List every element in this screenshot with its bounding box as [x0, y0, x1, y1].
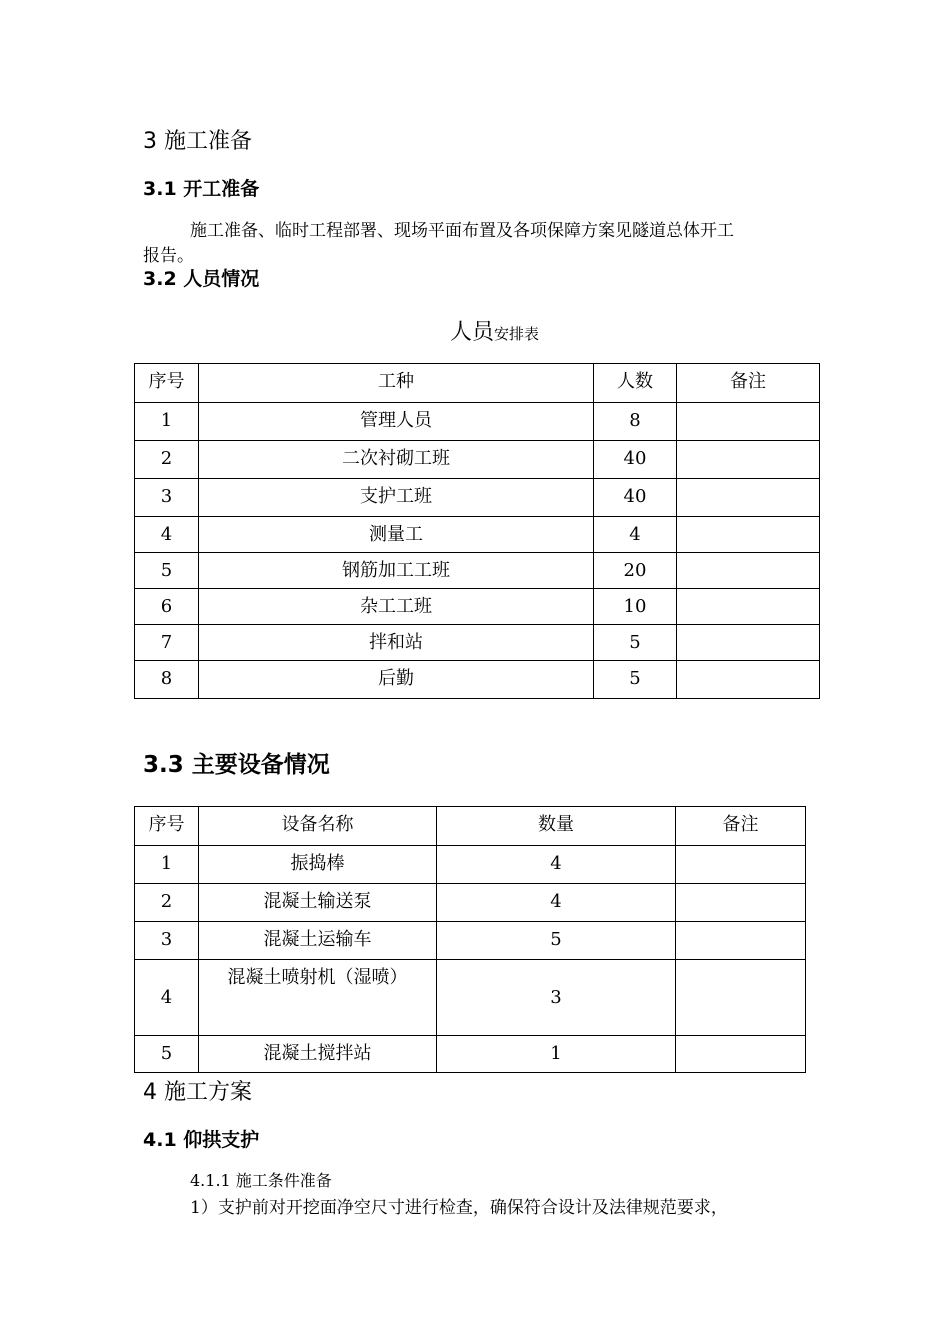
section-3-1-paragraph-line2: 报告。: [143, 246, 194, 266]
table-row: [135, 960, 806, 1036]
section-3-3-title: 3.3 主要设备情况: [143, 752, 330, 778]
cell-count: 5: [594, 661, 677, 699]
cell-remark: [677, 553, 820, 589]
table-row: [135, 661, 820, 699]
cell-index: 3: [135, 922, 199, 960]
section-4-title: 4 施工方案: [143, 1080, 252, 1105]
cell-remark: [676, 922, 806, 960]
section-4-1-title: 4.1 仰拱支护: [143, 1129, 260, 1151]
cell-job-type: 杂工工班: [199, 589, 594, 625]
cell-remark: [676, 960, 806, 1036]
cell-index: 2: [135, 884, 199, 922]
cell-index: 2: [135, 441, 199, 479]
cell-remark: [677, 403, 820, 441]
table-row: [135, 922, 806, 960]
header-cell: 工种: [199, 364, 594, 403]
cell-job-type: 二次衬砌工班: [199, 441, 594, 479]
table-row: [135, 517, 820, 553]
cell-remark: [677, 479, 820, 517]
section-3-1-title: 3.1 开工准备: [143, 178, 260, 200]
cell-equipment-name: 振捣棒: [199, 846, 437, 884]
table-row: [135, 403, 820, 441]
cell-equipment-name: 混凝土喷射机（湿喷）: [199, 960, 437, 1036]
table-row: [135, 625, 820, 661]
cell-job-type: 管理人员: [199, 403, 594, 441]
table-row: [135, 479, 820, 517]
cell-count: 10: [594, 589, 677, 625]
cell-remark: [676, 884, 806, 922]
header-cell: 设备名称: [199, 807, 437, 846]
cell-job-type: 拌和站: [199, 625, 594, 661]
cell-job-type: 支护工班: [199, 479, 594, 517]
section-4-1-1-item-1: 1）支护前对开挖面净空尺寸进行检查，确保符合设计及法律规范要求，: [190, 1198, 728, 1218]
cell-remark: [676, 846, 806, 884]
cell-index: 3: [135, 479, 199, 517]
table-row: [135, 553, 820, 589]
section-4-1-1-title: 4.1.1 施工条件准备: [190, 1171, 332, 1190]
cell-index: 1: [135, 846, 199, 884]
cell-count: 20: [594, 553, 677, 589]
cell-remark: [677, 441, 820, 479]
cell-index: 7: [135, 625, 199, 661]
header-cell: 序号: [135, 807, 199, 846]
cell-index: 6: [135, 589, 199, 625]
cell-index: 4: [135, 517, 199, 553]
cell-job-type: 后勤: [199, 661, 594, 699]
cell-index: 5: [135, 553, 199, 589]
table-row: [135, 1036, 806, 1073]
cell-index: 1: [135, 403, 199, 441]
cell-equipment-name: 混凝土搅拌站: [199, 1036, 437, 1073]
cell-count: 8: [594, 403, 677, 441]
cell-remark: [677, 517, 820, 553]
table-row: [135, 589, 820, 625]
cell-equipment-name: 混凝土输送泵: [199, 884, 437, 922]
table-row: [135, 884, 806, 922]
header-cell: 序号: [135, 364, 199, 403]
cell-count: 4: [594, 517, 677, 553]
table-row: [135, 441, 820, 479]
table-header-row: [135, 364, 820, 403]
section-3-2-title: 3.2 人员情况: [143, 268, 260, 290]
cell-quantity: 3: [437, 960, 676, 1036]
section-3-title: 3 施工准备: [143, 129, 252, 154]
cell-quantity: 4: [437, 884, 676, 922]
cell-job-type: 钢筋加工工班: [199, 553, 594, 589]
cell-job-type: 测量工: [199, 517, 594, 553]
header-cell: 人数: [594, 364, 677, 403]
cell-remark: [677, 625, 820, 661]
cell-remark: [676, 1036, 806, 1073]
cell-index: 8: [135, 661, 199, 699]
cell-count: 40: [594, 441, 677, 479]
cell-quantity: 1: [437, 1036, 676, 1073]
personnel-table-caption: [450, 315, 539, 346]
table-header-row: [135, 807, 806, 846]
cell-remark: [677, 661, 820, 699]
personnel-table: [134, 363, 820, 699]
header-cell: 备注: [676, 807, 806, 846]
cell-quantity: 4: [437, 846, 676, 884]
personnel-caption-suffix: 安排表: [494, 325, 540, 343]
cell-count: 40: [594, 479, 677, 517]
cell-count: 5: [594, 625, 677, 661]
cell-index: 5: [135, 1036, 199, 1073]
cell-remark: [677, 589, 820, 625]
equipment-table: [134, 806, 806, 1073]
personnel-caption-main: 人员: [450, 320, 495, 345]
section-3-1-paragraph-line1: 施工准备、临时工程部署、现场平面布置及各项保障方案见隧道总体开工: [190, 221, 734, 241]
header-cell: 备注: [677, 364, 820, 403]
cell-index: 4: [135, 960, 199, 1036]
header-cell: 数量: [437, 807, 676, 846]
cell-equipment-name: 混凝土运输车: [199, 922, 437, 960]
table-row: [135, 846, 806, 884]
cell-quantity: 5: [437, 922, 676, 960]
